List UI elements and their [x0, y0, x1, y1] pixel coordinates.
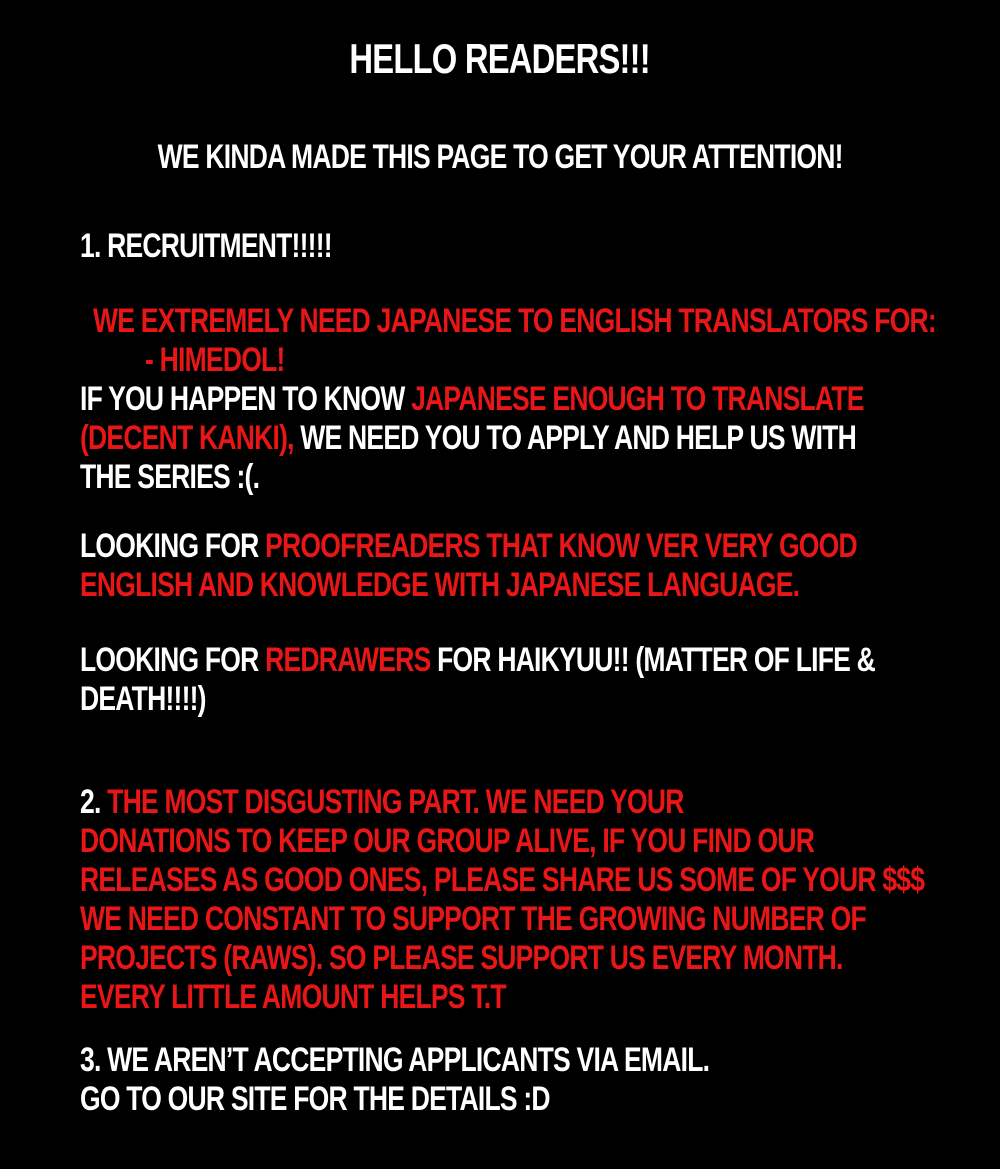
translate-line-1 — [80, 380, 1000, 419]
donations-line-2 — [80, 822, 1000, 861]
text-segment: DONATIONS TO KEEP OUR GROUP ALIVE, IF YOU FIND OUR — [80, 822, 815, 860]
text-segment: LOOKING FOR — [80, 527, 266, 565]
text-segment: ENGLISH AND KNOWLEDGE WITH JAPANESE LANGUAGE. — [80, 566, 800, 604]
text-segment: WE NEED CONSTANT TO SUPPORT THE GROWING NUMBER OF — [80, 900, 866, 938]
text-segment: HELLO READERS!!! — [349, 35, 651, 82]
text-segment: LOOKING FOR — [80, 641, 266, 679]
redrawers-line-1 — [80, 641, 1000, 680]
text-segment: 1. RECRUITMENT!!!!! — [80, 227, 332, 265]
text-segment: IF YOU HAPPEN TO KNOW — [80, 380, 412, 418]
section-2-donations-line-1 — [80, 783, 1000, 822]
proofreaders-line-1 — [80, 527, 1000, 566]
donations-line-4 — [80, 900, 1000, 939]
donations-line-3 — [80, 861, 1000, 900]
text-segment: WE NEED YOU TO APPLY AND HELP US WITH — [293, 419, 856, 457]
text-segment: WE KINDA MADE THIS PAGE TO GET YOUR ATTENTION! — [157, 138, 843, 176]
text-segment: (DECENT KANKI), — [80, 419, 294, 457]
section-3-applications-line-2 — [80, 1080, 1000, 1119]
text-segment: DEATH!!!!) — [80, 680, 206, 718]
section-1-recruitment-heading — [80, 227, 1000, 266]
text-segment: RELEASES AS GOOD ONES, PLEASE SHARE US SOME OF YOUR $$$ — [80, 861, 925, 899]
text-segment: REDRAWERS — [265, 641, 431, 679]
text-segment: JAPANESE ENOUGH TO TRANSLATE — [411, 380, 864, 418]
text-segment: 3. WE AREN’T ACCEPTING APPLICANTS VIA EMAIL. — [80, 1041, 710, 1079]
text-segment: PROJECTS (RAWS). SO PLEASE SUPPORT US EVERY MONTH. — [80, 939, 843, 977]
text-segment: PROOFREADERS THAT KNOW VER VERY GOOD — [265, 527, 857, 565]
himedol-list-item — [80, 341, 1000, 380]
redrawers-line-2 — [80, 680, 1000, 719]
translate-line-2 — [80, 419, 1000, 458]
section-3-applications-line-1 — [80, 1041, 1000, 1080]
text-segment: FOR HAIKYUU!! (MATTER OF LIFE & — [430, 641, 875, 679]
text-segment: - HIMEDOL! — [145, 341, 285, 379]
text-segment: GO TO OUR SITE FOR THE DETAILS :D — [80, 1080, 550, 1118]
text-segment: EVERY LITTLE AMOUNT HELPS T.T — [80, 978, 506, 1016]
heading-hello-readers — [0, 36, 1000, 82]
text-segment: 2. — [80, 783, 108, 821]
donations-line-5 — [80, 939, 1000, 978]
translators-needed-line — [80, 302, 1000, 341]
text-segment: THE MOST DISGUSTING PART. WE NEED YOUR — [107, 783, 684, 821]
text-segment: THE SERIES :(. — [80, 458, 260, 496]
donations-line-6 — [80, 978, 1000, 1017]
translate-line-3 — [80, 458, 1000, 497]
attention-line — [0, 138, 1000, 177]
text-segment: WE EXTREMELY NEED JAPANESE TO ENGLISH TRANSLATORS FOR: — [93, 302, 936, 340]
proofreaders-line-2 — [80, 566, 1000, 605]
